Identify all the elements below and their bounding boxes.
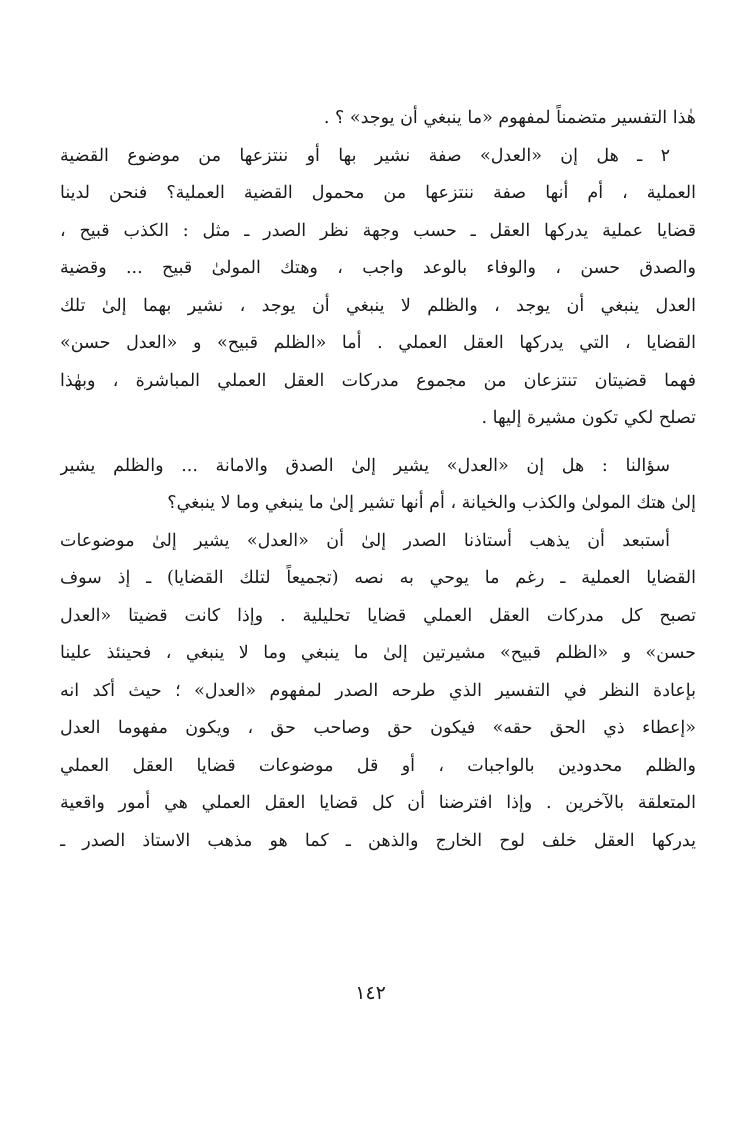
- text-line: قضايا عملية يدركها العقل ـ حسب وجهة نظر الصدر ـ مثل : الكذب قبيح ،: [60, 220, 696, 241]
- text-line: ٢ ـ هل إن «العدل» صفة نشير بها أو ننتزعها من موضوع القضية: [60, 145, 670, 166]
- text-line: القضايا ، التي يدركها العقل العملي . أما «الظلم قبيح» و «العدل حسن»: [60, 333, 696, 353]
- page-number: ١٤٢: [355, 982, 386, 1004]
- text-line: القضايا العملية ـ رغم ما يوحي به نصه (تجميعاً لتلك القضايا) ـ إذ سوف: [60, 568, 696, 588]
- text-line: تصلح لكي تكون مشيرة إليها .: [481, 408, 696, 428]
- text-line: العملية ، أم أنها صفة ننتزعها من محمول القضية العملية؟ فنحن لدينا: [60, 183, 696, 203]
- text-line: سؤالنا : هل إن «العدل» يشير إلىٰ الصدق والامانة ... والظلم يشير: [60, 455, 670, 476]
- text-line: العدل ينبغي أن يوجد ، والظلم لا ينبغي أن يوجد ، نشير بهما إلىٰ تلك: [60, 295, 696, 316]
- text-line: يدركها العقل خلف لوح الخارج والذهن ـ كما هو مذهب الاستاذ الصدر ـ: [60, 830, 696, 851]
- text-line: والظلم محدودين بالواجبات ، أو قل موضوعات قضايا العقل العملي: [60, 755, 696, 776]
- text-line: أستبعد أن يذهب أستاذنا الصدر إلىٰ أن «العدل» يشير إلىٰ موضوعات: [60, 530, 670, 551]
- text-line: والصدق حسن ، والوفاء بالوعد واجب ، وهتك المولىٰ قبيح ... وقضية: [60, 258, 696, 278]
- text-line: حسن» و «الظلم قبيح» مشيرتين إلىٰ ما ينبغي وما لا ينبغي ، فحينئذ علينا: [60, 643, 696, 663]
- text-line: «إعطاء ذي الحق حقه» فيكون حق وصاحب حق ، ويكون مفهوما العدل: [60, 718, 696, 738]
- text-line: إلىٰ هتك المولىٰ والكذب والخيانة ، أم أنها تشير إلىٰ ما ينبغي وما لا ينبغي؟: [167, 493, 696, 513]
- text-line: فهما قضيتان تنتزعان من مجموع مدركات العقل العملي المباشرة ، وبهٰذا: [60, 370, 696, 391]
- text-line: بإعادة النظر في التفسير الذي طرحه الصدر لمفهوم «العدل» ؛ حيث أكد انه: [60, 680, 696, 701]
- text-line: هٰذا التفسير متضمناً لمفهوم «ما ينبغي أن يوجد» ؟ .: [323, 108, 696, 128]
- paragraph-gap: [60, 438, 696, 448]
- text-line: المتعلقة بالآخرين . وإذا افترضنا أن كل قضايا العقل العملي هي أمور واقعية: [60, 793, 696, 813]
- body-text: [60, 100, 696, 860]
- text-line: تصبح كل مدركات العقل العملي قضايا تحليلية . وإذا كانت قضيتا «العدل: [60, 605, 696, 626]
